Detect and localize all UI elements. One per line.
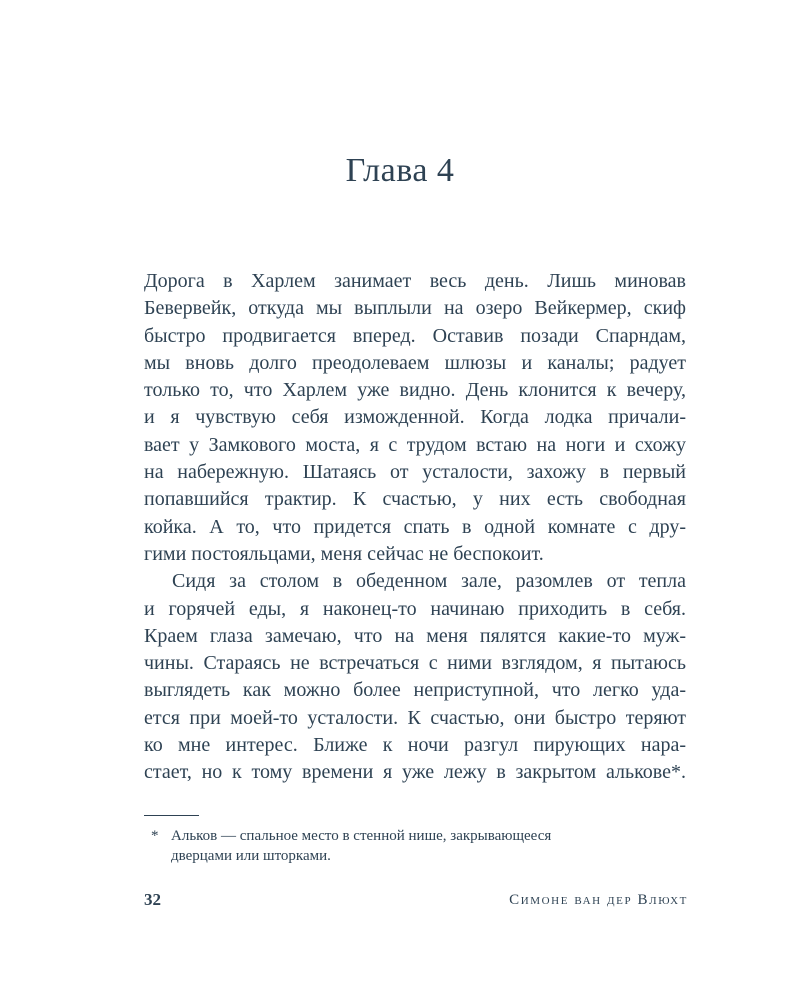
paragraph-1 xyxy=(144,268,686,568)
text-line: попавшийся трактир. К счастью, у них есть свободная xyxy=(144,488,686,511)
text-line: ко мне интерес. Ближе к ночи разгул пирующих нара- xyxy=(144,734,686,757)
text-line: Дорога в Харлем занимает весь день. Лишь миновав xyxy=(144,270,686,292)
text-line: выглядеть как можно более неприступной, что легко уда- xyxy=(144,679,686,702)
chapter-title: Глава 4 xyxy=(345,152,455,189)
text-line: чины. Стараясь не встречаться с ними взглядом, я пытаюсь xyxy=(144,652,686,675)
text-line: ется при моей-то усталости. К счастью, они быстро теряют xyxy=(144,706,686,729)
text-line: только то, что Харлем уже видно. День клонится к вечеру, xyxy=(144,379,686,402)
text-line: вает у Замкового моста, я с трудом встаю на ноги и схожу xyxy=(144,433,686,456)
text-line: быстро продвигается вперед. Оставив позади Спарндам, xyxy=(144,324,686,347)
footnote-text xyxy=(171,826,691,866)
footnote-line: Альков — спальное место в стенной нише, закрывающееся xyxy=(171,828,552,844)
paragraph-2 xyxy=(144,568,686,786)
footnote-divider xyxy=(144,815,199,816)
running-head-author: Симоне ван дер Влюхт xyxy=(509,892,688,908)
text-line: и я чувствую себя изможденной. Когда лодка причали- xyxy=(144,406,686,429)
footnote xyxy=(151,826,691,866)
text-line: Краем глаза замечаю, что на меня пялятся какие-то муж- xyxy=(144,624,686,647)
text-line: мы вновь долго преодолеваем шлюзы и каналы; радует xyxy=(144,351,686,374)
text-line: Сидя за столом в обеденном зале, разомлев от тепла xyxy=(172,570,686,593)
text-line: стает, но к тому времени я уже лежу в закрытом алькове*. xyxy=(144,761,686,784)
body-text xyxy=(144,268,686,787)
text-line: койка. А то, что придется спать в одной комнате с дру- xyxy=(144,515,686,538)
text-line: и горячей еды, я наконец-то начинаю приходить в себя. xyxy=(144,597,686,620)
text-line: гими постояльцами, меня сейчас не беспокоит. xyxy=(144,542,544,565)
footnote-marker: * xyxy=(151,828,159,844)
text-line: Бевервейк, откуда мы выплыли на озеро Вейкермер, скиф xyxy=(144,297,686,320)
text-line: на набережную. Шатаясь от усталости, захожу в первый xyxy=(144,461,686,484)
footnote-line: дверцами или шторками. xyxy=(171,848,331,864)
page-number: 32 xyxy=(144,890,161,909)
